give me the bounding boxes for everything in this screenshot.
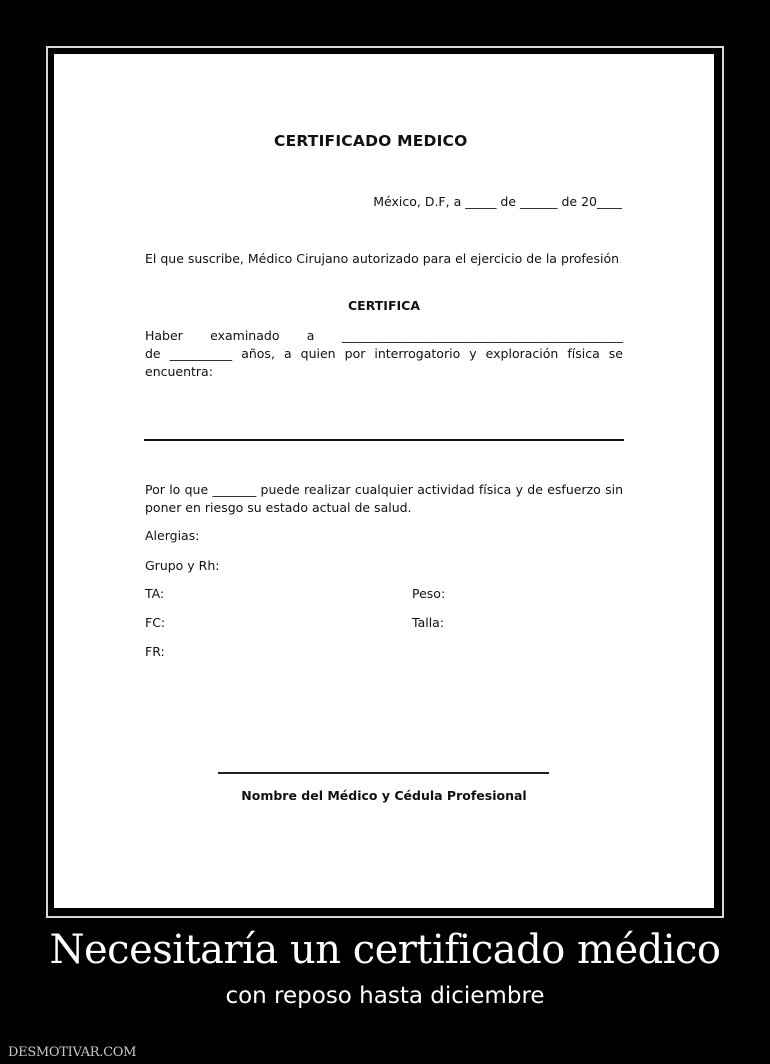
exam-paragraph [145, 327, 623, 381]
intro-paragraph: El que suscribe, Médico Cirujano autorizado para el ejercicio de la profesión [145, 251, 620, 266]
signature-line [218, 772, 549, 774]
certificate-title: CERTIFICADO MEDICO [274, 132, 468, 150]
field-talla: Talla: [412, 615, 445, 630]
caption-subtitle: con reposo hasta diciembre [225, 983, 545, 1009]
caption-title: Necesitaría un certificado médico [49, 927, 721, 973]
exam-line-2: de __________ años, a quien por interrogatorio y exploración física se encuentra: [145, 346, 623, 379]
field-fc: FC: [145, 615, 166, 630]
certifica-heading: CERTIFICA [348, 298, 420, 313]
field-grupo-rh: Grupo y Rh: [145, 558, 220, 573]
fitness-paragraph: Por lo que _______ puede realizar cualquier actividad física y de esfuerzo sin poner en riesgo su estado actual de salud. [145, 482, 623, 515]
field-fr: FR: [145, 644, 165, 659]
signature-label: Nombre del Médico y Cédula Profesional [241, 788, 527, 803]
exam-line-1: Haber examinado a _____________________________________________ [145, 328, 623, 343]
findings-rule [144, 439, 624, 441]
field-peso: Peso: [412, 586, 446, 601]
site-watermark: DESMOTIVAR.COM [8, 1045, 137, 1060]
date-line: México, D.F, a _____ de ______ de 20____ [373, 194, 622, 209]
field-ta: TA: [145, 586, 165, 601]
certificate-document [54, 54, 714, 908]
field-alergias: Alergias: [145, 528, 200, 543]
